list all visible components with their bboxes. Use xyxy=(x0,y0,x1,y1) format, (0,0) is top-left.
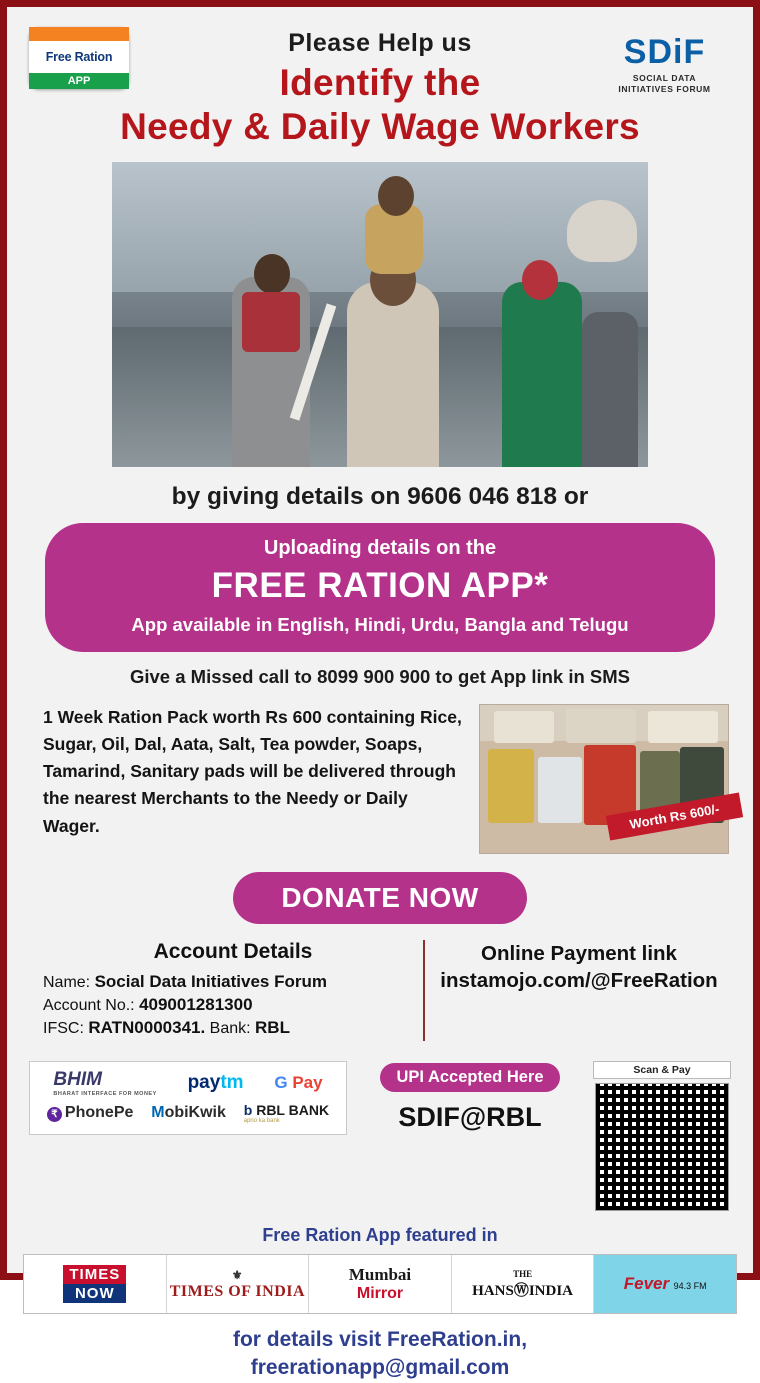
pack-item xyxy=(488,749,534,823)
free-ration-app-badge xyxy=(29,27,129,89)
fever-fm-tile xyxy=(594,1255,736,1313)
payment-logos-row-2 xyxy=(38,1098,338,1128)
press-logo-times-now xyxy=(24,1255,167,1313)
photo-figure-left-scarf xyxy=(242,292,300,352)
online-payment-link[interactable] xyxy=(425,940,733,1041)
account-details-title: Account Details xyxy=(153,940,313,963)
press-logo-hans-india xyxy=(452,1255,595,1313)
app-panel-languages: App available in English, Hindi, Urdu, Bangla and Telugu xyxy=(131,614,629,635)
footer-email[interactable]: freerationapp@gmail.com xyxy=(250,1356,510,1380)
account-ifsc-value: RATN0000341. xyxy=(88,1018,206,1037)
rbl-tagline: apno ka bank xyxy=(243,1118,280,1124)
account-name-value: Social Data Initiatives Forum xyxy=(94,972,327,991)
account-name-label: Name: xyxy=(43,974,91,991)
account-name-line xyxy=(43,972,423,992)
photo-figure-far xyxy=(582,312,638,467)
headline-needy-workers: Needy & Daily Wage Workers xyxy=(120,106,640,147)
toi-name: TIMES OF INDIA xyxy=(169,1282,306,1300)
payment-section xyxy=(7,1061,753,1211)
fever-fm-line2: 94.3 FM xyxy=(673,1281,707,1291)
photo-figure-right xyxy=(502,282,582,467)
app-panel-uploading: Uploading details on the xyxy=(263,537,497,559)
payment-logos-row-1 xyxy=(38,1068,338,1098)
ration-pack-section xyxy=(43,704,729,854)
badge-title-text: Free Ration xyxy=(45,49,113,64)
photo-figure-right-head xyxy=(522,260,558,300)
headline-identify: Identify the xyxy=(279,62,481,103)
google-pay-icon: G Pay xyxy=(274,1073,323,1092)
account-ifsc-line xyxy=(43,1018,423,1038)
press-logo-mumbai-mirror xyxy=(309,1255,452,1313)
account-bank-label: Bank: xyxy=(209,1020,251,1037)
pack-item xyxy=(538,757,582,823)
hans-india-name: HANSⓌINDIA xyxy=(472,1282,573,1299)
footer xyxy=(7,1326,753,1383)
photo-figure-child-head xyxy=(378,176,414,216)
donate-section xyxy=(7,872,753,924)
phonepe-mark: ₹ xyxy=(47,1107,62,1122)
paytm-icon: paytm xyxy=(187,1072,244,1093)
footer-website[interactable]: for details visit FreeRation.in, xyxy=(232,1328,528,1351)
qr-code[interactable] xyxy=(595,1083,729,1211)
phone-caption: by giving details on 9606 046 818 or xyxy=(171,483,589,510)
online-payment-title: Online Payment link xyxy=(481,942,677,965)
payment-logos xyxy=(29,1061,347,1135)
phonepe-icon: ₹ PhonePe xyxy=(47,1104,133,1122)
account-number-value: 409001281300 xyxy=(139,995,253,1014)
rbl-bank-icon: b RBL BANK apno ka bank xyxy=(243,1102,330,1124)
account-number-line xyxy=(43,995,423,1015)
sdif-logo xyxy=(592,35,737,94)
qr-section xyxy=(593,1061,731,1211)
scan-and-pay-label: Scan & Pay xyxy=(593,1061,731,1079)
app-panel-app-name: FREE RATION APP* xyxy=(211,566,549,605)
press-logos-row xyxy=(23,1254,737,1314)
rbl-mark: b xyxy=(243,1102,253,1118)
migrant-workers-photo xyxy=(112,162,648,467)
photo-bundle xyxy=(567,200,637,262)
header xyxy=(7,7,753,162)
donate-now-button[interactable]: DONATE NOW xyxy=(233,872,526,924)
badge-saffron-band xyxy=(29,27,129,41)
mumbai-mirror-line2: Mirror xyxy=(356,1285,404,1302)
upi-accepted-badge: UPI Accepted Here xyxy=(380,1063,559,1092)
badge-app-label: APP xyxy=(29,73,129,89)
badge-title xyxy=(29,41,129,73)
hans-india-the: THE xyxy=(513,1268,533,1279)
account-ifsc-label: IFSC: xyxy=(43,1020,84,1037)
headline-please-help: Please Help us xyxy=(288,29,472,57)
sdif-logo-subtitle: SOCIAL DATA INITIATIVES FORUM xyxy=(618,73,711,94)
times-now-line1: TIMES xyxy=(63,1265,126,1284)
bhim-icon: BHIM BHARAT INTERFACE FOR MONEY xyxy=(53,1069,157,1097)
press-logo-times-of-india xyxy=(167,1255,310,1313)
pack-item xyxy=(494,711,554,743)
account-bank-value: RBL xyxy=(255,1018,290,1037)
sdif-logo-mark: SDiF xyxy=(623,33,706,71)
online-payment-url[interactable]: instamojo.com/@FreeRation xyxy=(440,969,718,992)
missed-call-text: Give a Missed call to 8099 900 900 to get App link in SMS xyxy=(129,666,631,687)
pack-item xyxy=(566,709,636,743)
photo-figure-man xyxy=(347,282,439,467)
app-panel xyxy=(45,523,715,652)
pack-item xyxy=(648,711,718,743)
featured-in-title: Free Ration App featured in xyxy=(262,1225,498,1245)
upi-section xyxy=(347,1061,593,1133)
mumbai-mirror-line1: Mumbai xyxy=(348,1265,412,1284)
mobikwik-icon: MobiKwik xyxy=(151,1104,226,1121)
fever-fm-line1: Fever xyxy=(623,1274,670,1293)
photo-figure-left-head xyxy=(254,254,290,294)
times-now-line2: NOW xyxy=(63,1284,126,1303)
account-number-label: Account No.: xyxy=(43,997,135,1014)
account-details xyxy=(27,940,425,1041)
upi-id: SDIF@RBL xyxy=(398,1102,542,1132)
press-logo-fever-fm xyxy=(594,1255,736,1313)
toi-crest-icon: ⚜ xyxy=(231,1267,244,1282)
pack-worth-ribbon: Worth Rs 600/- xyxy=(606,792,743,840)
bhim-subtitle: BHARAT INTERFACE FOR MONEY xyxy=(53,1091,157,1097)
ration-pack-description: 1 Week Ration Pack worth Rs 600 containing Rice, Sugar, Oil, Dal, Aata, Salt, Tea powder, Soaps, Tamarind, Sanitary pads will be delivered through the nearest Merchants to the Needy or Daily Wager. xyxy=(43,707,462,836)
ration-pack-photo xyxy=(479,704,729,854)
account-section xyxy=(7,940,753,1041)
